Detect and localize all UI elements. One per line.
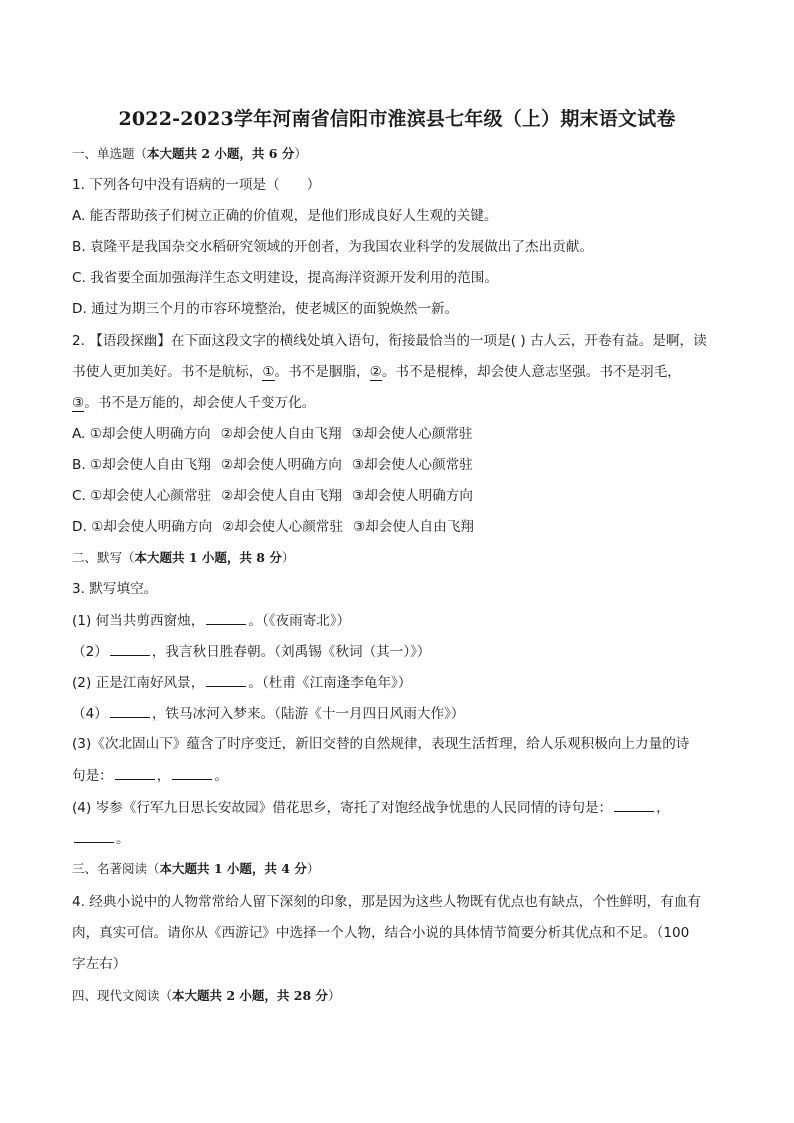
q2b-part-3: ③却会使人心颜常驻 — [351, 457, 473, 473]
section-3-suffix: ） — [306, 861, 320, 876]
section-4-prefix: 四、现代文阅读（ — [72, 988, 173, 1003]
section-4-suffix: ） — [328, 988, 341, 1003]
section-heading-1 — [72, 144, 722, 164]
answer-blank — [74, 828, 114, 843]
question-4-line-2: 肉，真实可信。请你从《西游记》中选择一个人物，结合小说的具体情节简要分析其优点和不足。（100 — [72, 925, 690, 941]
blank-2: ② — [369, 364, 382, 380]
question-2-option-a — [72, 424, 722, 444]
q2c-part-1: C. ①却会使人心颜常驻 — [72, 488, 212, 504]
section-2-detail: 本大题共 1 小题，共 8 分 — [134, 550, 282, 565]
section-1-detail: 本大题共 2 小题，共 6 分 — [147, 146, 295, 161]
question-2-stem-line-1: 2. 【语段探幽】在下面这段文字的横线处填入语句，衔接最恰当的一项是( ) 古人云，开卷有益。是啊，读 — [72, 333, 707, 349]
q2-text-d: 。书不是万能的，却会使人千变万化。 — [84, 395, 316, 411]
question-3-item-2 — [72, 641, 722, 662]
question-2-option-d — [72, 517, 722, 537]
q2a-part-3: ③却会使人心颜常驻 — [351, 426, 473, 442]
q2a-part-2: ②却会使人自由飞翔 — [220, 426, 342, 442]
section-heading-3 — [72, 859, 722, 879]
answer-blank — [614, 797, 654, 812]
blank-1: ① — [262, 364, 275, 380]
comma: ， — [656, 800, 670, 816]
question-4-line-3: 字左右） — [72, 956, 127, 972]
period: 。 — [116, 831, 130, 847]
q3-3-text: (2) 正是江南好风景， — [72, 675, 205, 691]
section-1-prefix: 一、单选题（ — [72, 146, 148, 161]
question-2-stem-line-3 — [72, 393, 722, 413]
q3-6-text: (4) 岑参《行军九日思长安故园》借花思乡，寄托了对饱经战争忧患的人民同情的诗句是： — [72, 800, 613, 816]
q2-text-c: 。书不是棍棒，却会使人意志坚强。书不是羽毛， — [381, 364, 681, 380]
section-heading-2 — [72, 548, 722, 568]
section-heading-4 — [72, 986, 722, 1006]
question-3-item-4 — [72, 703, 722, 724]
q3-4-label: （4） — [72, 706, 108, 722]
question-2-stem-line-2 — [72, 362, 722, 382]
q2c-part-2: ②却会使人自由飞翔 — [221, 488, 343, 504]
q2d-part-1: D. ①却会使人明确方向 — [72, 519, 213, 535]
q2b-part-1: B. ①却会使人自由飞翔 — [72, 457, 211, 473]
q2d-part-3: ③却会使人自由飞翔 — [352, 519, 474, 535]
question-3-item-6-line-2 — [72, 828, 722, 849]
answer-blank — [206, 672, 246, 687]
q2b-part-2: ②却会使人明确方向 — [220, 457, 342, 473]
q3-2-label: （2） — [72, 644, 108, 660]
q3-2-text: ，我言秋日胜春朝。（刘禹锡《秋词（其一）》） — [151, 644, 431, 660]
blank-3: ③ — [72, 395, 85, 411]
question-3-item-5-line-1: (3)《次北固山下》蕴含了时序变迁，新旧交替的自然规律，表现生活哲理，给人乐观积极向上力量的诗 — [72, 736, 690, 752]
answer-blank — [110, 703, 150, 718]
answer-blank — [110, 641, 150, 656]
question-1-option-a: A. 能否帮助孩子们树立正确的价值观，是他们形成良好人生观的关键。 — [72, 208, 498, 224]
question-3-item-6-line-1 — [72, 797, 722, 818]
exam-title: 2022-2023学年河南省信阳市淮滨县七年级（上）期末语文试卷 — [118, 108, 676, 130]
period: 。 — [214, 768, 228, 784]
q2c-part-3: ③却会使人明确方向 — [352, 488, 473, 504]
section-2-suffix: ） — [281, 550, 295, 565]
q3-3-source: 。（杜甫《江南逢李龟年》） — [248, 675, 412, 691]
question-1-option-b: B. 袁隆平是我国杂交水稻研究领域的开创者，为我国农业科学的发展做出了杰出贡献。 — [72, 239, 593, 255]
question-4-line-1: 4. 经典小说中的人物常常给人留下深刻的印象，那是因为这些人物既有优点也有缺点，个性鲜明，有血有 — [72, 894, 702, 910]
q2-text-a: 书使人更加美好。书不是航标， — [72, 364, 263, 380]
q2-text-b: 。书不是胭脂， — [274, 364, 370, 380]
section-1-suffix: ） — [294, 146, 307, 161]
answer-blank — [172, 765, 212, 780]
q3-1-source: 。（《夜雨寄北》） — [248, 613, 351, 629]
question-3-item-1 — [72, 610, 722, 631]
question-1-stem: 1. 下列各句中没有语病的一项是（ ） — [72, 177, 321, 193]
q2a-part-1: A. ①却会使人明确方向 — [72, 426, 211, 442]
question-2-option-c — [72, 486, 722, 506]
q3-1-text: (1) 何当共剪西窗烛， — [72, 613, 205, 629]
answer-blank — [206, 610, 246, 625]
q3-5-lead: 句是： — [72, 768, 113, 784]
section-4-detail: 本大题共 2 小题，共 28 分 — [172, 988, 329, 1003]
question-1-option-d: D. 通过为期三个月的市容环境整治，使老城区的面貌焕然一新。 — [72, 301, 459, 317]
question-2-option-b — [72, 455, 722, 475]
q2d-part-2: ②却会使人心颜常驻 — [222, 519, 343, 535]
section-2-prefix: 二、默写（ — [72, 550, 135, 565]
question-3-stem: 3. 默写填空。 — [72, 581, 158, 597]
question-1-option-c: C. 我省要全面加强海洋生态文明建设，提高海洋资源开发利用的范围。 — [72, 270, 498, 286]
question-3-item-3 — [72, 672, 722, 693]
section-3-detail: 本大题共 1 小题，共 4 分 — [159, 861, 307, 876]
question-3-item-5-line-2 — [72, 765, 722, 786]
answer-blank — [115, 765, 155, 780]
q3-4-text: ，铁马冰河入梦来。（陆游《十一月四日风雨大作》） — [151, 706, 465, 722]
section-3-prefix: 三、名著阅读（ — [72, 861, 160, 876]
comma: ， — [156, 768, 171, 784]
